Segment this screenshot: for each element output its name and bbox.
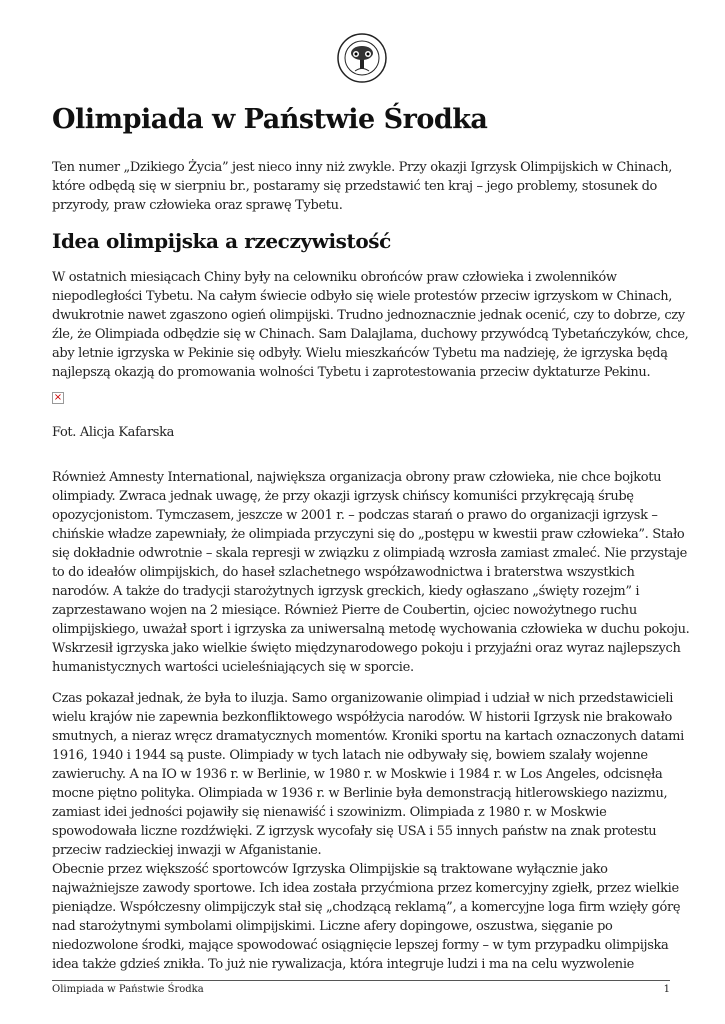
text-line: mocne piętno polityka. Olimpiada w 1936 r. w Berlinie była demonstracją hitlerowskiego nazizmu,	[52, 786, 668, 801]
text-line: wielu krajów nie zapewnia bezkonfliktowego współżycia narodów. W historii Igrzysk nie brakowało	[52, 710, 673, 725]
text-line: humanistycznych wartości ucieleśniających się w sporcie.	[52, 660, 414, 675]
page-number: 1	[663, 984, 670, 995]
text-line: Wskrzesił igrzyska jako wielkie święto międzynarodowego pokoju i przyjaźni oraz wyraz najlepszych	[52, 641, 681, 656]
text-line: które odbędą się w sierpniu br., postaramy się przedstawić ten kraj – jego problemy, stosunek do	[52, 179, 658, 194]
text-line: najlepszą okazją do promowania wolności Tybetu i zaprotestowania przeciw dyktaturze Pekinu.	[52, 365, 651, 380]
broken-image-icon: ×	[53, 392, 63, 403]
text-line: zawieruchy. A na IO w 1936 r. w Berlinie, w 1980 r. w Moskwie i 1984 r. w Los Angeles, odcisnęła	[52, 767, 663, 782]
text-line: aby letnie igrzyska w Pekinie się odbyły. Wielu mieszkańców Tybetu ma nadzieję, że igrzyska będą	[52, 346, 668, 361]
text-line: 1916, 1940 i 1944 są puste. Olimpiady w tych latach nie odbywały się, bowiem szalały wojenne	[52, 748, 648, 763]
text-line: najważniejsze zawody sportowe. Ich idea została przyćmiona przez komercyjny zgiełk, przez wielkie	[52, 881, 679, 896]
text-line: olimpiady. Zwraca jednak uwagę, że przy okazji igrzysk chińscy komuniści przykręcają śrubę	[52, 489, 634, 504]
paragraph-2	[52, 468, 689, 677]
page-footer	[52, 980, 670, 995]
text-line: pieniądze. Współczesny olimpijczyk stał się „chodzącą reklamą”, a komercyjne loga firm wzięły górę	[52, 900, 681, 915]
text-line: nad starożytnymi symbolami olimpijskimi. Liczne afery dopingowe, oszustwa, sięganie po	[52, 919, 613, 934]
paragraph-3	[52, 689, 684, 860]
text-line: opozycjonistom. Tymczasem, jeszcze w 2001 r. – podczas starań o prawo do organizacji igrzysk –	[52, 508, 658, 523]
photo-caption: Fot. Alicja Kafarska	[52, 425, 175, 440]
text-line: idea także gdzieś znikła. To już nie rywalizacja, która integruje ludzi i ma na celu wyzwolenie	[52, 957, 634, 972]
page-title: Olimpiada w Państwie Środka	[52, 104, 488, 135]
text-line: niedozwolone środki, mające spowodować osiągnięcie lepszej formy – w tym przypadku olimpijska	[52, 938, 669, 953]
text-line: olimpijskiego, uważał sport i igrzyska za uniwersalną metodę wychowania człowieka w duchu pokoju.	[52, 622, 690, 637]
section-heading: Idea olimpijska a rzeczywistość	[52, 229, 391, 253]
text-line: smutnych, a nieraz wręcz dramatycznych momentów. Kroniki sportu na kartach oznaczonych datami	[52, 729, 684, 744]
text-line: Również Amnesty International, największa organizacja obrony praw człowieka, nie chce bojkotu	[52, 470, 662, 485]
text-line: dwukrotnie nawet zgaszono ogień olimpijski. Trudno jednoznacznie jednak ocenić, czy to dobrze, czy	[52, 308, 685, 323]
paragraph-1	[52, 268, 688, 382]
text-line: niepodległości Tybetu. Na całym świecie odbyło się wiele protestów przeciw igrzyskom w Chinach,	[52, 289, 673, 304]
text-line: zamiast idei jedności pojawiły się nienawiść i szowinizm. Olimpiada z 1980 r. w Moskwie	[52, 805, 607, 820]
text-line: Obecnie przez większość sportowców Igrzyska Olimpijskie są traktowane wyłącznie jako	[52, 862, 608, 877]
text-line: Ten numer „Dzikiego Życia” jest nieco inny niż zwykle. Przy okazji Igrzysk Olimpijskich w Chinach,	[52, 160, 673, 175]
text-line: chińskie władze zapewniały, że olimpiada przyczyni się do „postępu w kwestii praw człowieka”. Stało	[52, 527, 685, 542]
footer-title: Olimpiada w Państwie Środka	[52, 984, 204, 995]
logo-seal-icon	[337, 33, 387, 83]
text-line: zaprzestawano wojen na 2 miesiące. Również Pierre de Coubertin, ojciec nowożytnego ruchu	[52, 603, 637, 618]
intro-paragraph	[52, 158, 672, 215]
paragraph-4	[52, 860, 680, 974]
text-line: źle, że Olimpiada odbędzie się w Chinach. Sam Dalajlama, duchowy przywódcą Tybetańczyków, chce,	[52, 327, 689, 342]
text-line: to do ideałów olimpijskich, do haseł szlachetnego współzawodnictwa i braterstwa wszystkich	[52, 565, 635, 580]
text-line: narodów. A także do tradycji starożytnych igrzysk greckich, kiedy ogłaszano „święty rozejm” i	[52, 584, 640, 599]
text-line: W ostatnich miesiącach Chiny były na celowniku obrońców praw człowieka i zwolenników	[52, 270, 617, 285]
text-line: przyrody, praw człowieka oraz sprawę Tybetu.	[52, 198, 343, 213]
text-line: Czas pokazał jednak, że była to iluzja. Samo organizowanie olimpiad i udział w nich przedstawicieli	[52, 691, 674, 706]
text-line: spowodowała liczne rozdźwięki. Z igrzysk wycofały się USA i 55 innych państw na znak protestu	[52, 824, 657, 839]
text-line: przeciw radzieckiej inwazji w Afganistanie.	[52, 843, 322, 858]
text-line: się dokładnie odwrotnie – skala represji w związku z olimpiadą wzrosła zamiast zmaleć. Nie przystaje	[52, 546, 688, 561]
